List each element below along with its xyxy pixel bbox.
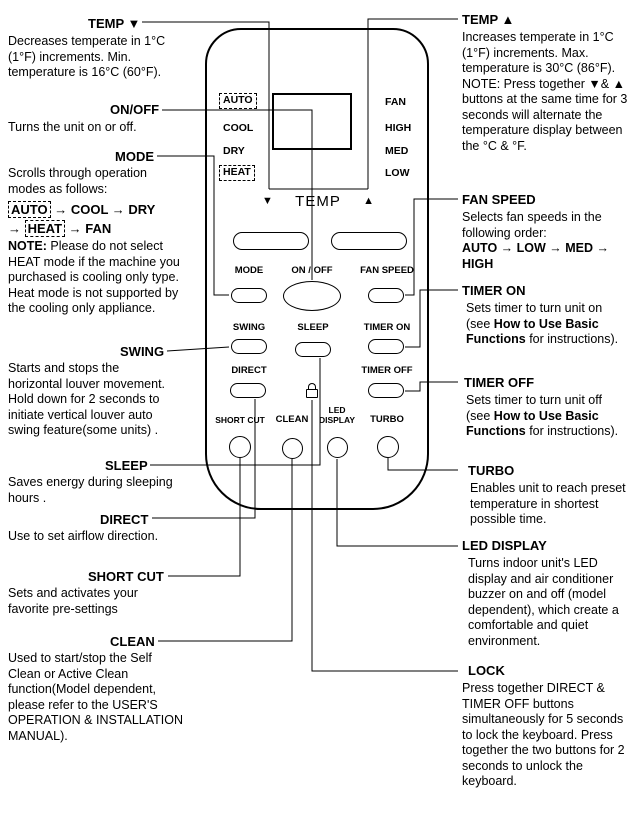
onoff-button-label: ON / OFF bbox=[291, 265, 333, 276]
annotation-temp-up-body bbox=[462, 30, 636, 154]
timer-on-button[interactable] bbox=[368, 339, 404, 354]
annotation-mode-body: Scrolls through operation modes as follows: bbox=[8, 166, 147, 196]
turbo-button[interactable] bbox=[377, 436, 399, 458]
display-mode-dry: DRY bbox=[223, 145, 245, 157]
temp-up-note: NOTE: Press together ▼& ▲ buttons at the same time for 3 seconds will alternate the temperature display between the °C & °F. bbox=[462, 76, 628, 153]
onoff-button[interactable] bbox=[283, 281, 341, 311]
led-display-button[interactable] bbox=[327, 437, 348, 458]
remote-control bbox=[205, 28, 429, 510]
annotation-lock-body: Press together DIRECT & TIMER OFF buttons simultaneously for 5 seconds to lock the keyboard. Press together the two buttons for 2 seconds to unlock the keyboard. bbox=[462, 681, 625, 788]
fan-speed-sequence: AUTO → LOW → MED → HIGH bbox=[462, 241, 609, 271]
annotation-timer-on-title: TIMER ON bbox=[462, 283, 526, 298]
annotation-turbo-title: TURBO bbox=[468, 463, 515, 478]
annotation-direct-body: Use to set airflow direction. bbox=[8, 529, 159, 543]
short-cut-button[interactable] bbox=[229, 436, 251, 458]
display-mode-cool: COOL bbox=[223, 122, 254, 134]
annotation-onoff-body: Turns the unit on or off. bbox=[8, 120, 137, 134]
fan-speed-button-label: FAN SPEED bbox=[360, 265, 414, 276]
annotation-turbo-body: Enables unit to reach preset temperature in shortest possible time. bbox=[470, 481, 626, 526]
annotation-direct-title: DIRECT bbox=[100, 512, 149, 527]
annotation-swing-body: Starts and stops the horizontal louver movement. Hold down for 2 seconds to initiate vertical louver auto swing feature(some units) . bbox=[8, 361, 166, 437]
display-mode-heat: HEAT bbox=[219, 165, 255, 181]
timer-on-button-label: TIMER ON bbox=[363, 322, 411, 333]
annotation-short-cut-body: Sets and activates your favorite pre-settings bbox=[8, 586, 138, 616]
annotation-fan-speed-title: FAN SPEED bbox=[462, 192, 536, 207]
annotation-lock-title: LOCK bbox=[468, 663, 505, 678]
timer-off-button-label: TIMER OFF bbox=[361, 365, 413, 376]
mode-button-label: MODE bbox=[234, 265, 264, 276]
annotation-short-cut-title: SHORT CUT bbox=[88, 569, 164, 584]
lcd-screen bbox=[272, 93, 352, 150]
temp-up-desc: Increases temperate in 1°C (1°F) increments. Max. temperature is 30°C (86°F). bbox=[462, 30, 616, 75]
swing-button[interactable] bbox=[231, 339, 267, 354]
sleep-button-label: SLEEP bbox=[297, 322, 329, 333]
short-cut-button-label: SHORT CUT bbox=[215, 415, 265, 425]
mode-sequence: AUTO → COOL → DRY → HEAT → FAN bbox=[8, 202, 156, 236]
timer-off-button[interactable] bbox=[368, 383, 404, 398]
annotation-temp-up-title: TEMP ▲ bbox=[462, 12, 515, 27]
mode-seq-heat: HEAT bbox=[25, 220, 65, 237]
annotation-clean-body: Used to start/stop the Self Clean or Active Clean function(Model dependent, please refer to the USER'S OPERATION & INSTALLATION MANUAL). bbox=[8, 651, 184, 743]
display-high: HIGH bbox=[385, 122, 412, 134]
annotation-swing-title: SWING bbox=[120, 344, 165, 359]
temp-down-button[interactable] bbox=[233, 232, 309, 250]
display-fan: FAN bbox=[385, 96, 406, 108]
annotation-mode-title: MODE bbox=[115, 149, 154, 164]
mode-seq-auto: AUTO bbox=[8, 201, 51, 218]
annotation-clean-title: CLEAN bbox=[110, 634, 155, 649]
annotation-onoff-title: ON/OFF bbox=[110, 102, 160, 117]
clean-button[interactable] bbox=[282, 438, 303, 459]
temp-up-icon: ▲ bbox=[363, 195, 374, 207]
temp-label: TEMP bbox=[295, 192, 341, 210]
temp-up-button[interactable] bbox=[331, 232, 407, 250]
temp-down-icon: ▼ bbox=[262, 195, 273, 207]
mode-button[interactable] bbox=[231, 288, 267, 303]
lock-body bbox=[306, 389, 318, 398]
led-display-button-label-line1: LED bbox=[328, 405, 346, 415]
annotation-led-display-body: Turns indoor unit's LED display and air conditioner buzzer on and off (model dependent), which create a comfortable and quiet environment. bbox=[468, 556, 619, 648]
mode-note-label: NOTE: bbox=[8, 239, 47, 253]
direct-button[interactable] bbox=[230, 383, 266, 398]
display-low: LOW bbox=[385, 167, 410, 179]
annotation-led-display-title: LED DISPLAY bbox=[462, 538, 547, 553]
lock-icon bbox=[306, 383, 318, 399]
annotation-sleep-body: Saves energy during sleeping hours . bbox=[8, 475, 173, 505]
annotation-mode-note: NOTE: Please do not select HEAT mode if the machine you purchased is cooling only type. Heat mode is not supported by the cooling only appliance. bbox=[8, 239, 180, 315]
temp-label-row bbox=[262, 192, 374, 210]
display-med: MED bbox=[385, 145, 409, 157]
annotation-timer-off-title: TIMER OFF bbox=[464, 375, 535, 390]
annotation-temp-down-body: Decreases temperate in 1°C (1°F) increments. Min. temperature is 16°C (60°F). bbox=[8, 34, 166, 79]
sleep-button[interactable] bbox=[295, 342, 331, 357]
annotation-temp-down-title: TEMP ▼ bbox=[88, 16, 141, 31]
clean-button-label: CLEAN bbox=[275, 414, 309, 425]
fan-speed-desc: Selects fan speeds in the following order: bbox=[462, 210, 602, 240]
annotation-sleep-title: SLEEP bbox=[105, 458, 148, 473]
direct-button-label: DIRECT bbox=[231, 365, 267, 376]
annotation-fan-speed-body bbox=[462, 210, 634, 272]
led-display-button-label-line2: DISPLAY bbox=[318, 415, 356, 425]
fan-speed-button[interactable] bbox=[368, 288, 404, 303]
swing-button-label: SWING bbox=[232, 322, 266, 333]
annotation-timer-off-body: Sets timer to turn unit off (see How to Use Basic Functions for instructions). bbox=[466, 393, 619, 438]
turbo-button-label: TURBO bbox=[370, 414, 404, 425]
display-mode-auto: AUTO bbox=[219, 93, 257, 109]
annotation-timer-on-body: Sets timer to turn unit on (see How to Use Basic Functions for instructions). bbox=[466, 301, 619, 346]
